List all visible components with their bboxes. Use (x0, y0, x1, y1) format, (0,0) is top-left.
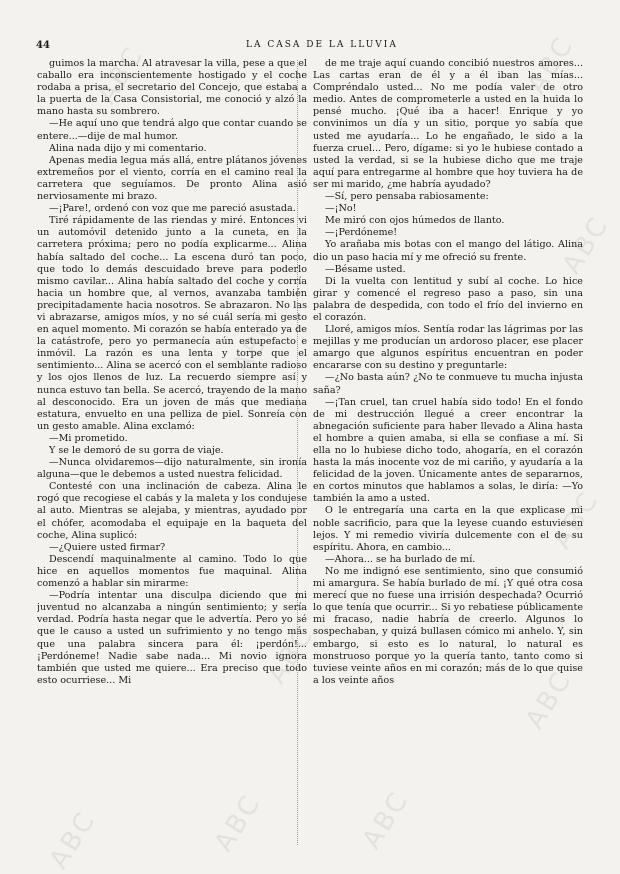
paragraph: —Nunca olvidaremos—dijo naturalmente, sin ironía alguna—que le debemos a usted nuestra felicidad. (37, 457, 307, 481)
paragraph: Yo arañaba mis botas con el mango del látigo. Alina dio un paso hacia mí y me ofreció su frente. (313, 239, 583, 263)
paragraph: No me indignó ese sentimiento, sino que consumió mi amargura. Se había burlado de mí. ¡Y qué otra cosa merecí que no fuese una irrisión despechada? Ocurrió lo que tenía que ocurrir... Si yo rebatiese públicamente mi fracaso, nadie habría de creerlo. Algunos lo sospechaban, y quizá bullasen cómico mi anhelo. Y, sin embargo, si esto es lo natural, lo natural es monstruoso porque yo la quería tanto, tanto como si tuviese veinte años en mi corazón; más de lo que quise a los veinte años (313, 565, 583, 686)
watermark: ABC (519, 665, 579, 735)
paragraph: —Sí, pero pensaba rabiosamente: (325, 191, 489, 203)
page-header (36, 40, 590, 54)
paragraph: —He aquí uno que tendrá algo que contar cuando se entere...—dije de mal humor. (37, 118, 307, 142)
paragraph: Contesté con una inclinación de cabeza. Alina le rogó que recogiese el cabás y la maleta y los condujese al auto. Mientras se alejaba, y mientras, ayudado por el chófer, acomodaba el equipaje en la baqueta del coche, Alina suplicó: (37, 481, 307, 541)
watermark: ABC (43, 805, 103, 874)
column-divider (297, 60, 298, 845)
watermark: ABC (208, 788, 268, 858)
paragraph: —Ahora... se ha burlado de mí. (325, 553, 476, 565)
paragraph: —¡Perdóneme! (325, 227, 398, 239)
paragraph: —¡Tan cruel, tan cruel había sido todo! En el fondo de mi destrucción llegué a creer encontrar la abnegación suficiente para haber llevado a Alina hasta el hombre a quien amaba, si ella se confiase a mí. Si ella no lo hubiese dicho todo, ahogaría, en el corazón hasta la más inocente voz de mi cariño, y ayudaría a la felicidad de la joven. Únicamente antes de separarnos, en cortos minutos que hablamos a solas, le diría: —Yo también la amo a usted. (313, 396, 583, 505)
paragraph: Apenas media legua más allá, entre plátanos jóvenes extremeños por el viento, corría en el camino real la carretera que seguíamos. De pronto Alina asió nerviosamente mi brazo. (37, 154, 307, 203)
paragraph: —Podría intentar una disculpa diciendo que mi juventud no alcanzaba a ningún sentimiento; y sería verdad. Podría hasta negar que le advertía. Pero yo sé que le causo a usted un sufrimiento y no tengo más que una palabra sincera para él: ¡perdón!... ¡Perdóneme! Nadie sabe nada... Mi novio ignora también que usted me quiere... Era preciso que todo esto ocurriese... Mi (37, 590, 307, 686)
paragraph: de me traje aquí cuando concibió nuestros amores... Las cartas eran de él y a él iban las mías... Compréndalo usted... No me podía valer de otro medio. Antes de comprometerle a usted en la huida lo pensé mucho. ¡Qué iba a hacer! Enrique y yo convinimos un día y un sitio, porque yo sabía que usted me ayudaría... Lo he engañado, le sido a la fuerza cruel... Pero, dígame: si yo le hubiese contado a usted la verdad, si se la hubiese dicho que me traje aquí para entregarme al hombre que hoy tuviera ha de ser mi marido, ¿me habría ayudado? (313, 58, 583, 190)
running-title: LA CASA DE LA LLUVIA (246, 40, 398, 50)
watermark: ABC (261, 620, 321, 690)
paragraph: Tiré rápidamente de las riendas y miré. Entonces vi un automóvil detenido junto a la cuneta, en la carretera próxima; pero no podía explicarme... Alina había saltado del coche... La escena duró tan poco, que todo lo demás descuidado breve para poderlo mismo cavilar... Alina había saltado del coche y corría hacia un hombre que, al vernos, avanzaba también precipitadamente hacia nosotros. Se abrazaron. No las vi abrazarse, amigos míos, y no sé cuál sería mi gesto en aquel momento. Mi corazón se había enterado ya de la catástrofe, pero yo permanecía aún estupefacto e inmóvil. La razón es una lenta y torpe que el sentimiento... Alina se acercó con el semblante radioso y los ojos llenos de luz. La recuerdo siempre así y nunca estuvo tan bella. Se acercó, trayendo de la mano al desconocido. Era un joven de más que mediana estatura, envuelto en una pelliza de piel. Sonreía con un gesto amable. Alina exclamó: (37, 215, 307, 432)
paragraph: —¿No basta aún? ¿No te conmueve tu mucha injusta saña? (313, 372, 583, 396)
paragraph: Me miró con ojos húmedos de llanto. (325, 215, 505, 227)
paragraph: —¡Pare!, ordenó con voz que me pareció asustada. (49, 203, 296, 215)
paragraph: Descendí maquinalmente al camino. Todo lo que hice en aquellos momentos fue maquinal. Alina comenzó a hablar sin mirarme: (37, 553, 307, 590)
watermark: ABC (356, 785, 416, 855)
paragraph: —Bésame usted. (325, 263, 406, 275)
paragraph: Y se le demoró de su gorra de viaje. (49, 445, 224, 456)
paragraph: —¿Quiere usted firmar? (49, 541, 166, 553)
paragraph: Di la vuelta con lentitud y subí al coche. Lo hice girar y comencé el regreso paso a paso, sin una palabra de despedida, con todo el frío del invierno en el corazón. (313, 275, 583, 323)
paragraph: —Mi prometido. (49, 432, 128, 444)
watermark: ABC (556, 210, 616, 280)
paragraph: O le entregaría una carta en la que explicase mi noble sacrificio, para que la leyese cuando estuviesen lejos. Y mi remedio viviría dulcemente con el de su espíritu. Ahora, en cambio... (313, 505, 583, 553)
watermark: ABC (521, 30, 581, 100)
paragraph: Lloré, amigos míos. Sentía rodar las lágrimas por las mejillas y me producían un ardoroso placer, ese placer amargo que algunos espíritus encuentran en poder encararse con su destino y preguntarle: (313, 324, 583, 372)
watermark: ABC (546, 485, 606, 555)
paragraph: guimos la marcha. Al atravesar la villa, pese a que el caballo era inconscientemente hostigado y el coche rodaba a prisa, el secretario del Concejo, que estaba a la puerta de la Casa Consistorial, me conoció y alzó la mano hasta su sombrero. (37, 58, 307, 118)
right-column (313, 58, 583, 848)
watermark: ABC (226, 310, 286, 380)
watermark: ABC (91, 40, 151, 110)
paragraph: Alina nada dijo y mi comentario. (49, 142, 207, 154)
page-number: 44 (36, 40, 50, 51)
left-column (37, 58, 307, 848)
paragraph: —¡No! (325, 203, 357, 215)
